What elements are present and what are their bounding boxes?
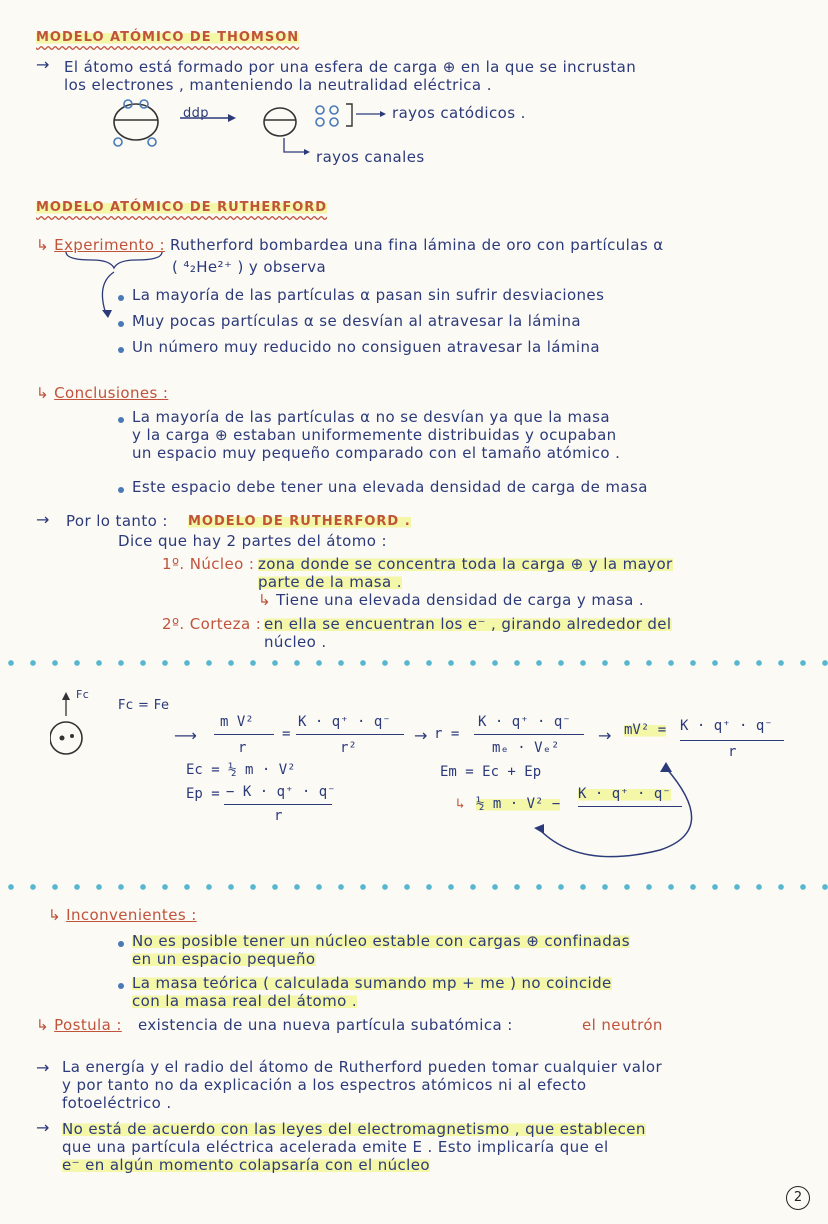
eq1-num-left: m V² bbox=[220, 714, 254, 730]
eq2-den: mₑ · Vₑ² bbox=[492, 740, 560, 756]
fraction-bar bbox=[680, 740, 784, 741]
arrow-icon: → bbox=[598, 726, 612, 745]
corteza-label: 2º. Corteza : bbox=[162, 615, 262, 633]
eq2-num: K · q⁺ · q⁻ bbox=[478, 714, 571, 730]
corteza-line1: en ella se encuentran los e⁻ , girando alrededor del bbox=[264, 615, 672, 633]
eq1-num-right: K · q⁺ · q⁻ bbox=[298, 714, 391, 730]
rayos-canales-label: rayos canales bbox=[316, 148, 425, 166]
thomson-title: MODELO ATÓMICO DE THOMSON bbox=[36, 30, 300, 45]
postula-label: ↳ Postula : bbox=[36, 1016, 122, 1034]
eq1-den-right: r² bbox=[340, 740, 357, 756]
final2-line3: e⁻ en algún momento colapsaría con el núcleo bbox=[62, 1156, 430, 1174]
conclusion1-line1: La mayoría de las partículas α no se desvían ya que la masa bbox=[132, 408, 610, 426]
eq3-lhs: mV² = bbox=[624, 722, 667, 738]
fraction-bar bbox=[296, 734, 404, 735]
conclusion1-line3: un espacio muy pequeño comparado con el tamaño atómico . bbox=[132, 444, 621, 462]
neutron-label: el neutrón bbox=[582, 1016, 663, 1034]
nucleo-line1: zona donde se concentra toda la carga ⊕ y la mayor bbox=[258, 555, 673, 573]
conclusion1-line2: y la carga ⊕ estaban uniformemente distribuidas y ocupaban bbox=[132, 426, 617, 444]
arrow-icon: → bbox=[36, 1058, 50, 1077]
em-num: K · q⁺ · q⁻ bbox=[578, 786, 671, 802]
bullet-icon bbox=[118, 417, 124, 423]
final1-line2: y por tanto no da explicación a los espectros atómicos ni al efecto bbox=[62, 1076, 587, 1094]
observation-item: La mayoría de las partículas α pasan sin sufrir desviaciones bbox=[132, 286, 605, 304]
fc-vector-label: Fc bbox=[76, 688, 90, 701]
bullet-icon bbox=[118, 941, 124, 947]
por-tanto-label: Por lo tanto : bbox=[66, 512, 168, 530]
fc-equals-fe: Fc = Fe bbox=[118, 698, 170, 713]
inconveniente2-line1: La masa teórica ( calculada sumando mp + me ) no coincide bbox=[132, 974, 612, 992]
postula-text: existencia de una nueva partícula subatómica : bbox=[138, 1016, 513, 1034]
eq2-lhs: r = bbox=[434, 726, 460, 742]
final1-line1: La energía y el radio del átomo de Rutherford pueden tomar cualquier valor bbox=[62, 1058, 663, 1076]
corteza-line2: núcleo . bbox=[264, 633, 327, 651]
fraction-bar bbox=[224, 804, 332, 805]
inconveniente2-line2: con la masa real del átomo . bbox=[132, 992, 358, 1010]
experiment-brace bbox=[62, 250, 172, 320]
nucleo-line2: parte de la masa . bbox=[258, 573, 402, 591]
ep-lhs: Ep = bbox=[186, 786, 220, 802]
page-number: 2 bbox=[786, 1186, 810, 1210]
thomson-line2: los electrones , manteniendo la neutralidad eléctrica . bbox=[64, 76, 492, 94]
ec-formula: Ec = ½ m · V² bbox=[186, 762, 296, 778]
eq3-rhs: K · q⁺ · q⁻ bbox=[680, 718, 773, 734]
dotted-separator bbox=[0, 660, 828, 666]
eq1-den-left: r bbox=[238, 740, 247, 756]
experiment-line2: ( ⁴₂He²⁺ ) y observa bbox=[172, 258, 327, 276]
bullet-icon bbox=[118, 295, 124, 301]
bullet-icon bbox=[118, 321, 124, 327]
experiment-label: ↳ Experimento : bbox=[36, 236, 166, 254]
dice-line: Dice que hay 2 partes del átomo : bbox=[118, 532, 387, 550]
dotted-separator bbox=[0, 884, 828, 890]
inconveniente1-line2: en un espacio pequeño bbox=[132, 950, 316, 968]
observation-item: Muy pocas partículas α se desvían al atravesar la lámina bbox=[132, 312, 581, 330]
conclusions-label: ↳ Conclusiones : bbox=[36, 384, 169, 402]
observation-item: Un número muy reducido no consiguen atravesar la lámina bbox=[132, 338, 600, 356]
arrow-icon: → bbox=[414, 726, 428, 745]
fraction-bar bbox=[474, 734, 584, 735]
em-formula: Em = Ec + Ep bbox=[440, 764, 542, 780]
final2-line2: que una partícula eléctrica acelerada emite E . Esto implicaría que el bbox=[62, 1138, 609, 1156]
ddp-label: ddp bbox=[183, 106, 209, 121]
bullet-icon bbox=[118, 983, 124, 989]
modelo-rutherford-label: MODELO DE RUTHERFORD . bbox=[188, 514, 411, 529]
bullet-icon bbox=[118, 487, 124, 493]
eq3-den: r bbox=[728, 744, 737, 760]
ep-den: r bbox=[274, 808, 283, 824]
experiment-line1: Rutherford bombardea una fina lámina de oro con partículas α bbox=[170, 236, 664, 254]
final2-line1: No está de acuerdo con las leyes del electromagnetismo , que establecen bbox=[62, 1120, 646, 1138]
inconvenientes-label: ↳ Inconvenientes : bbox=[48, 906, 197, 924]
final1-line3: fotoeléctrico . bbox=[62, 1094, 172, 1112]
arrow-icon: → bbox=[36, 55, 50, 74]
arrow-icon: → bbox=[36, 510, 50, 529]
arrow-icon: → bbox=[36, 1118, 50, 1137]
rayos-catodicos-label: rayos catódicos . bbox=[392, 104, 526, 122]
nucleo-line3: ↳ Tiene una elevada densidad de carga y masa . bbox=[258, 591, 645, 609]
ep-num: − K · q⁺ · q⁻ bbox=[226, 784, 336, 800]
nucleo-label: 1º. Núcleo : bbox=[162, 555, 255, 573]
fraction-bar bbox=[214, 734, 274, 735]
em-arrow: ↳ bbox=[456, 796, 465, 812]
arrow-icon: ⟶ bbox=[174, 726, 197, 745]
equals-sign: = bbox=[282, 726, 291, 742]
em-term1: ½ m · V² − bbox=[476, 796, 561, 812]
substitution-arrow bbox=[520, 760, 720, 860]
inconveniente1-line1: No es posible tener un núcleo estable con cargas ⊕ confinadas bbox=[132, 932, 630, 950]
rutherford-title: MODELO ATÓMICO DE RUTHERFORD bbox=[36, 200, 328, 215]
conclusion2: Este espacio debe tener una elevada densidad de carga de masa bbox=[132, 478, 648, 496]
thomson-line1: El átomo está formado por una esfera de carga ⊕ en la que se incrustan bbox=[64, 58, 637, 76]
bullet-icon bbox=[118, 347, 124, 353]
